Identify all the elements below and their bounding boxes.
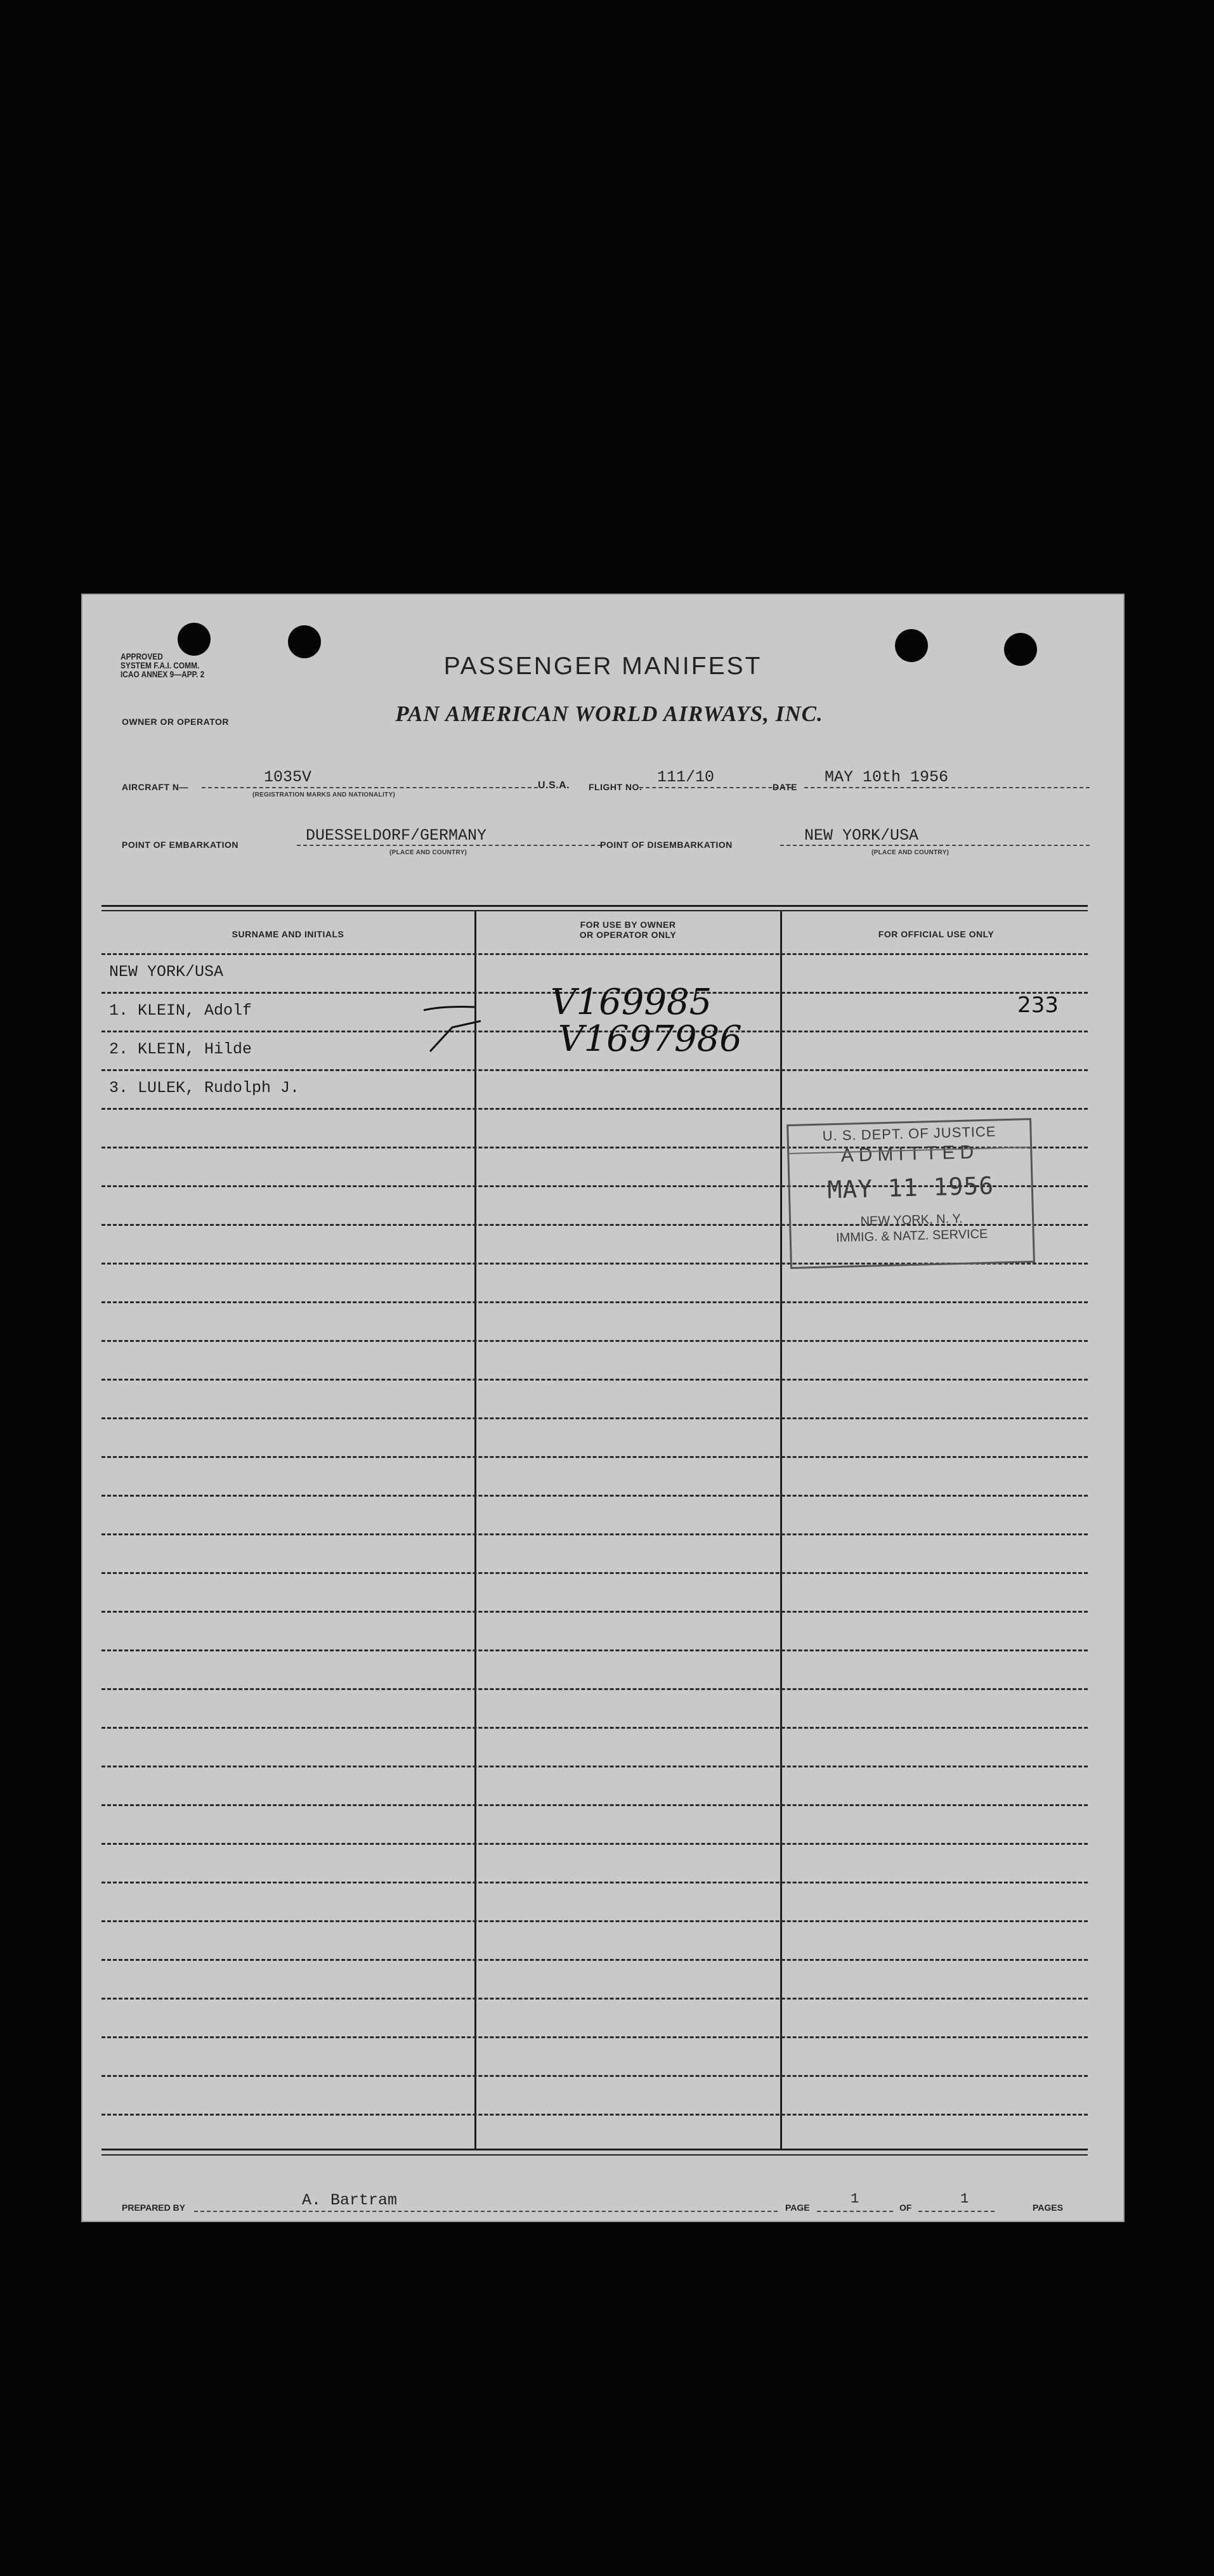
approval-line: SYSTEM F.A.I. COMM. [121, 660, 200, 670]
aircraft-label: AIRCRAFT N— [122, 782, 189, 792]
visa-number: V169985 [551, 982, 712, 1023]
usa-label: U.S.A. [538, 780, 570, 791]
table-row-rule [101, 1456, 1088, 1458]
of-underline [918, 2211, 995, 2212]
stamp-agency: U. S. DEPT. OF JUSTICE [822, 1123, 996, 1144]
table-row-rule [101, 1920, 1088, 1922]
column-divider [474, 911, 476, 2149]
prepared-by-label: PREPARED BY [122, 2202, 186, 2213]
table-row-rule [101, 953, 1088, 955]
table-row-rule [101, 1727, 1088, 1729]
of-label: OF [899, 2202, 912, 2213]
owner-label: OWNER OR OPERATOR [122, 717, 229, 727]
page-value: 1 [851, 2191, 859, 2207]
column-header-operator-line: FOR USE BY OWNER [580, 920, 676, 930]
table-row-rule [101, 1572, 1088, 1574]
disembarkation-underline [780, 845, 1090, 846]
prepared-underline [194, 2211, 778, 2212]
passenger-name: 1. KLEIN, Adolf [109, 1001, 252, 1020]
embarkation-label: POINT OF EMBARKATION [122, 840, 238, 850]
table-row-rule [101, 1843, 1088, 1845]
page-underline [817, 2211, 893, 2212]
passenger-name: 3. LULEK, Rudolph J. [109, 1079, 300, 1097]
table-row-rule [101, 1959, 1088, 1961]
aircraft-underline [202, 787, 538, 788]
punch-hole [178, 623, 211, 656]
visa-number: V1697986 [558, 1018, 742, 1060]
admitted-stamp [786, 1118, 1035, 1269]
table-row-rule [101, 2114, 1088, 2116]
column-divider [780, 911, 782, 2149]
table-top-rule [101, 905, 1088, 907]
date-underline [804, 787, 1090, 788]
table-row-rule [101, 1301, 1088, 1303]
embarkation-underline [297, 845, 601, 846]
passenger-name: 2. KLEIN, Hilde [109, 1040, 252, 1058]
table-row-rule [101, 1649, 1088, 1651]
flight-value: 111/10 [657, 768, 715, 786]
table-row-rule [101, 1611, 1088, 1613]
table-row-rule [101, 1495, 1088, 1497]
disembarkation-value: NEW YORK/USA [804, 826, 919, 845]
table-row-rule [101, 1533, 1088, 1535]
flight-underline [639, 787, 792, 788]
manifest-document [81, 594, 1125, 2222]
table-row-rule [101, 1882, 1088, 1883]
stamp-status: ADMITTED [840, 1142, 979, 1166]
stamp-location: NEW YORK, N. Y. [860, 1211, 963, 1229]
table-row-rule [101, 1340, 1088, 1342]
table-row-rule [101, 2075, 1088, 2077]
column-header-operator [477, 920, 779, 940]
aircraft-value: 1035V [264, 768, 312, 786]
embarkation-sublabel: (PLACE AND COUNTRY) [389, 849, 467, 856]
table-row-rule [101, 1688, 1088, 1690]
column-header-surname: SURNAME AND INITIALS [232, 929, 344, 939]
approval-line: ICAO ANNEX 9—APP. 2 [121, 669, 205, 679]
page-label: PAGE [785, 2202, 810, 2213]
disembarkation-label: POINT OF DISEMBARKATION [600, 840, 733, 850]
table-row-rule [101, 1804, 1088, 1806]
prepared-by-value: A. Bartram [302, 2191, 398, 2209]
airline-name: PAN AMERICAN WORLD AIRWAYS, INC. [395, 701, 823, 726]
table-row-rule [101, 1417, 1088, 1419]
disembarkation-sublabel: (PLACE AND COUNTRY) [871, 849, 950, 856]
table-bottom-rule [101, 2149, 1088, 2150]
column-header-official: FOR OFFICIAL USE ONLY [878, 929, 995, 939]
aircraft-sublabel: (REGISTRATION MARKS AND NATIONALITY) [252, 791, 396, 798]
flight-label: FLIGHT NO. [589, 782, 643, 792]
date-label: DATE [773, 782, 798, 792]
approval-line: APPROVED [121, 651, 163, 661]
table-row-rule [101, 1069, 1088, 1071]
table-row-rule [101, 1379, 1088, 1381]
date-value: MAY 10th 1956 [825, 768, 949, 786]
stamp-service: IMMIG. & NATZ. SERVICE [835, 1226, 988, 1246]
check-mark-icon [417, 988, 487, 1058]
stamp-date: MAY 11 1956 [826, 1171, 995, 1204]
table-row-rule [101, 2036, 1088, 2038]
embarkation-value: DUESSELDORF/GERMANY [306, 826, 487, 845]
table-row-rule [101, 1998, 1088, 2000]
table-row-rule [101, 1108, 1088, 1110]
page-title: PASSENGER MANIFEST [443, 653, 762, 680]
table-row-rule [101, 1766, 1088, 1767]
of-value: 1 [960, 2191, 969, 2207]
table-bottom-rule [101, 2154, 1088, 2156]
table-top-rule [101, 910, 1088, 911]
official-number: 233 [1017, 992, 1059, 1018]
destination-row: NEW YORK/USA [109, 963, 224, 981]
pages-label: PAGES [1033, 2202, 1063, 2213]
column-header-operator-line: OR OPERATOR ONLY [579, 930, 677, 940]
